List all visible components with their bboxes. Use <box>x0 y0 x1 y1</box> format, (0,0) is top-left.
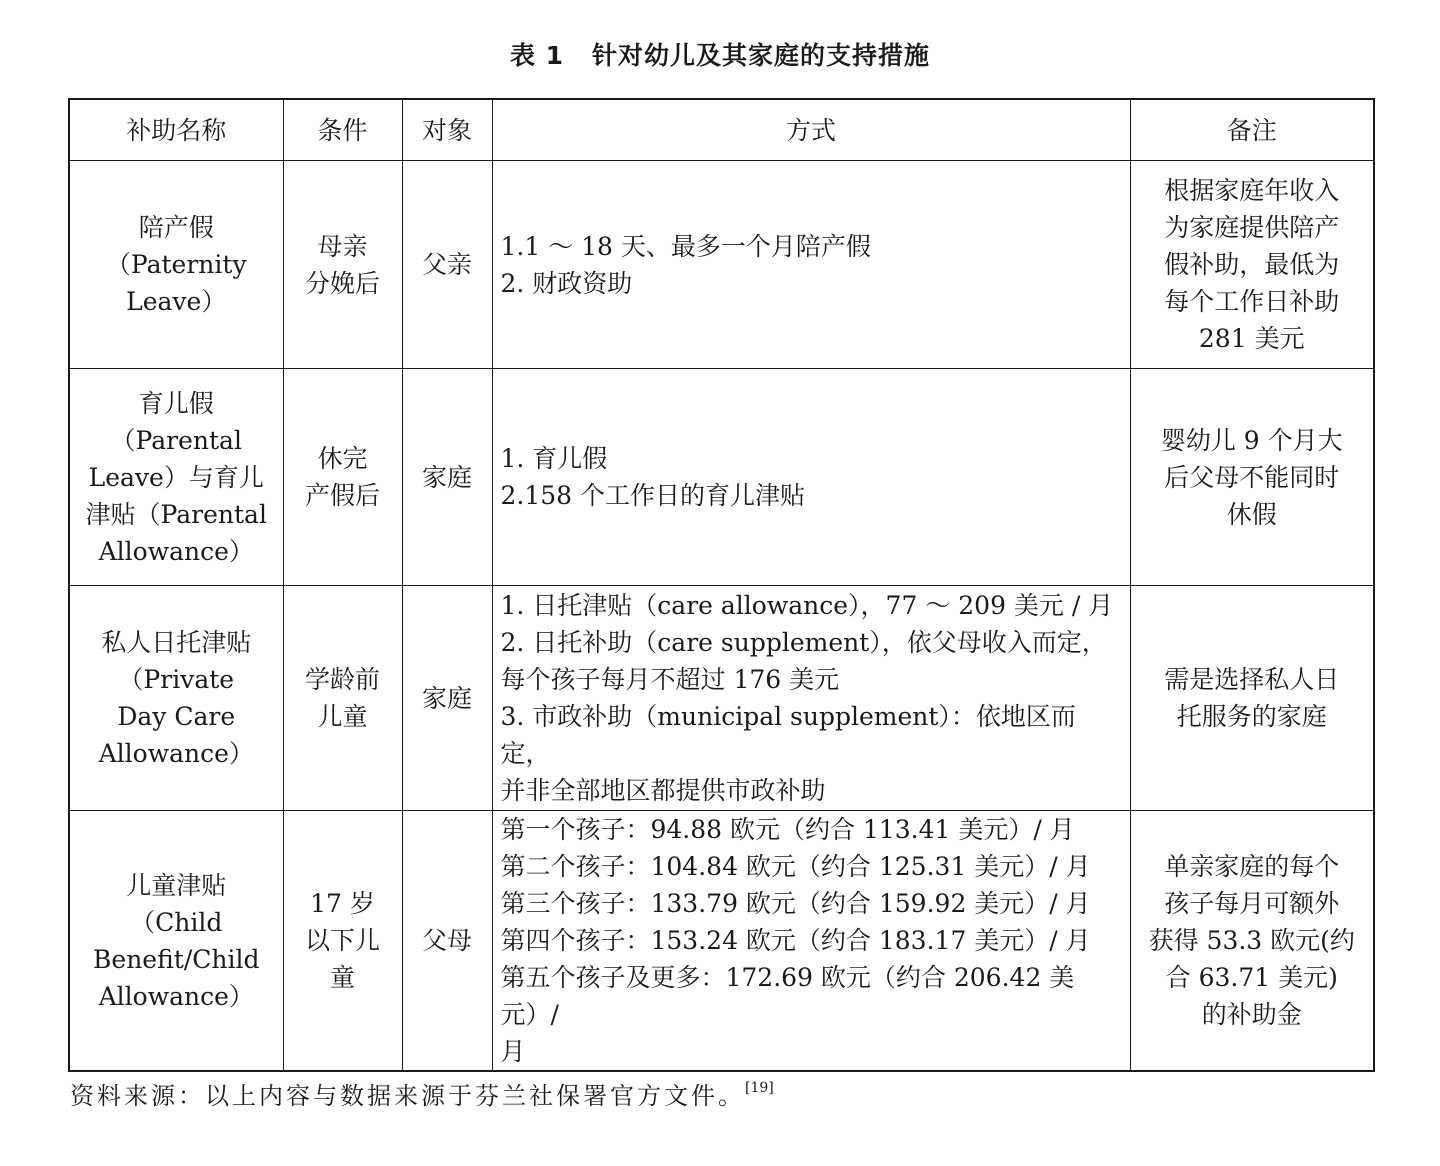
cell-name <box>69 586 283 811</box>
cell-name <box>69 369 283 586</box>
cell-line: 2.158 个工作日的育儿津贴 <box>500 481 806 510</box>
cell-line: 第五个孩子及更多：172.69 欧元（约合 206.42 美元）/ <box>500 963 1075 1029</box>
table-row <box>69 369 1374 586</box>
cell-line: 假补助，最低为 <box>1164 250 1340 279</box>
cell-line: 每个工作日补助 <box>1164 287 1340 316</box>
header-row <box>69 99 1374 161</box>
cell-line: 2. 日托补助（care supplement），依父母收入而定， <box>500 628 1107 657</box>
cell-line: 童 <box>329 963 355 992</box>
cell-line: 婴幼儿 9 个月大 <box>1160 425 1343 455</box>
cell-line: 第四个孩子：153.24 欧元（约合 183.17 美元）/ 月 <box>500 926 1091 955</box>
cell-line: 儿童 <box>317 702 368 731</box>
cell-line: 育儿假 <box>138 388 214 418</box>
cell-line: 第三个孩子：133.79 欧元（约合 159.92 美元）/ 月 <box>500 889 1091 918</box>
table-title-text: 针对幼儿及其家庭的支持措施 <box>592 41 931 70</box>
cell-line: 母亲 <box>317 231 368 261</box>
cell-line: Allowance） <box>98 981 254 1011</box>
header-condition: 条件 <box>283 99 402 161</box>
cell-line: 为家庭提供陪产 <box>1164 213 1340 242</box>
cell-line: 需是选择私人日 <box>1164 665 1340 694</box>
cell-line: 第二个孩子：104.84 欧元（约合 125.31 美元）/ 月 <box>500 852 1091 881</box>
table-number: 表 1 <box>509 41 565 70</box>
cell-line: 家庭 <box>421 462 472 492</box>
cell-line: 分娩后 <box>304 268 380 298</box>
cell-target <box>402 586 492 811</box>
cell-line: 家庭 <box>421 683 472 713</box>
source-note <box>70 1076 774 1111</box>
header-note: 备注 <box>1130 99 1374 161</box>
header-target: 对象 <box>402 99 492 161</box>
citation-ref: [19] <box>745 1080 774 1096</box>
table-row <box>69 586 1374 811</box>
cell-target <box>402 161 492 369</box>
cell-line: （Child <box>130 907 223 937</box>
table-row <box>69 811 1374 1072</box>
cell-line: （Paternity <box>105 250 247 279</box>
cell-line: 孩子每月可额外 <box>1164 889 1340 918</box>
cell-line: 根据家庭年收入 <box>1164 176 1340 205</box>
cell-method <box>492 369 1130 586</box>
cell-note <box>1130 161 1374 369</box>
cell-name <box>69 811 283 1072</box>
cell-line: 2. 财政资助 <box>500 268 633 298</box>
cell-line: 津贴（Parental <box>85 499 267 529</box>
header-method: 方式 <box>492 99 1130 161</box>
cell-target <box>402 811 492 1072</box>
cell-line: 后父母不能同时 <box>1164 462 1340 492</box>
cell-line: 父亲 <box>421 250 472 279</box>
cell-line: 获得 53.3 欧元(约 <box>1148 926 1355 955</box>
header-name: 补助名称 <box>69 99 283 161</box>
cell-condition <box>283 161 402 369</box>
cell-line: Leave）与育儿 <box>88 462 264 492</box>
cell-line: 儿童津贴 <box>126 870 227 900</box>
cell-line: 休完 <box>317 444 368 473</box>
cell-line: Benefit/Child <box>93 944 260 974</box>
cell-line: 合 63.71 美元) <box>1165 963 1338 992</box>
table-row <box>69 161 1374 369</box>
cell-line: 每个孩子每月不超过 176 美元 <box>500 665 840 694</box>
support-measures-table <box>68 98 1375 1072</box>
cell-line: 月 <box>500 1037 526 1066</box>
cell-line: 学龄前 <box>304 665 380 694</box>
source-text: 资料来源：以上内容与数据来源于芬兰社保署官方文件。 <box>70 1082 745 1110</box>
cell-method <box>492 586 1130 811</box>
cell-line: 并非全部地区都提供市政补助 <box>500 776 826 805</box>
cell-method <box>492 161 1130 369</box>
cell-line: 父母 <box>421 926 472 955</box>
cell-line: （Private <box>118 665 235 694</box>
cell-line: Allowance） <box>98 536 254 566</box>
cell-line: 1. 育儿假 <box>500 444 608 473</box>
cell-method <box>492 811 1130 1072</box>
cell-line: Leave） <box>126 287 227 316</box>
cell-line: （Parental <box>110 425 242 455</box>
cell-condition <box>283 811 402 1072</box>
cell-line: 3. 市政补助（municipal supplement）：依地区而定， <box>500 702 1076 768</box>
cell-target <box>402 369 492 586</box>
cell-note <box>1130 586 1374 811</box>
cell-line: 托服务的家庭 <box>1176 702 1327 731</box>
cell-line: 17 岁 <box>310 889 375 918</box>
cell-note <box>1130 811 1374 1072</box>
cell-line: 单亲家庭的每个 <box>1164 852 1340 881</box>
cell-line: Day Care <box>117 702 236 731</box>
table-title <box>0 36 1440 72</box>
cell-line: 以下儿 <box>304 926 380 955</box>
cell-line: 私人日托津贴 <box>101 628 252 657</box>
cell-line: 1. 日托津贴（care allowance），77 ～ 209 美元 / 月 <box>500 591 1114 620</box>
cell-line: 产假后 <box>304 481 380 510</box>
cell-line: 休假 <box>1226 499 1277 529</box>
cell-line: 1.1 ～ 18 天、最多一个月陪产假 <box>500 231 871 261</box>
cell-line: 281 美元 <box>1198 324 1305 353</box>
cell-line: 的补助金 <box>1201 1000 1302 1029</box>
cell-line: 陪产假 <box>138 213 214 242</box>
cell-condition <box>283 586 402 811</box>
cell-line: Allowance） <box>98 739 254 768</box>
cell-name <box>69 161 283 369</box>
cell-note <box>1130 369 1374 586</box>
cell-line: 第一个孩子：94.88 欧元（约合 113.41 美元）/ 月 <box>500 815 1075 844</box>
cell-condition <box>283 369 402 586</box>
